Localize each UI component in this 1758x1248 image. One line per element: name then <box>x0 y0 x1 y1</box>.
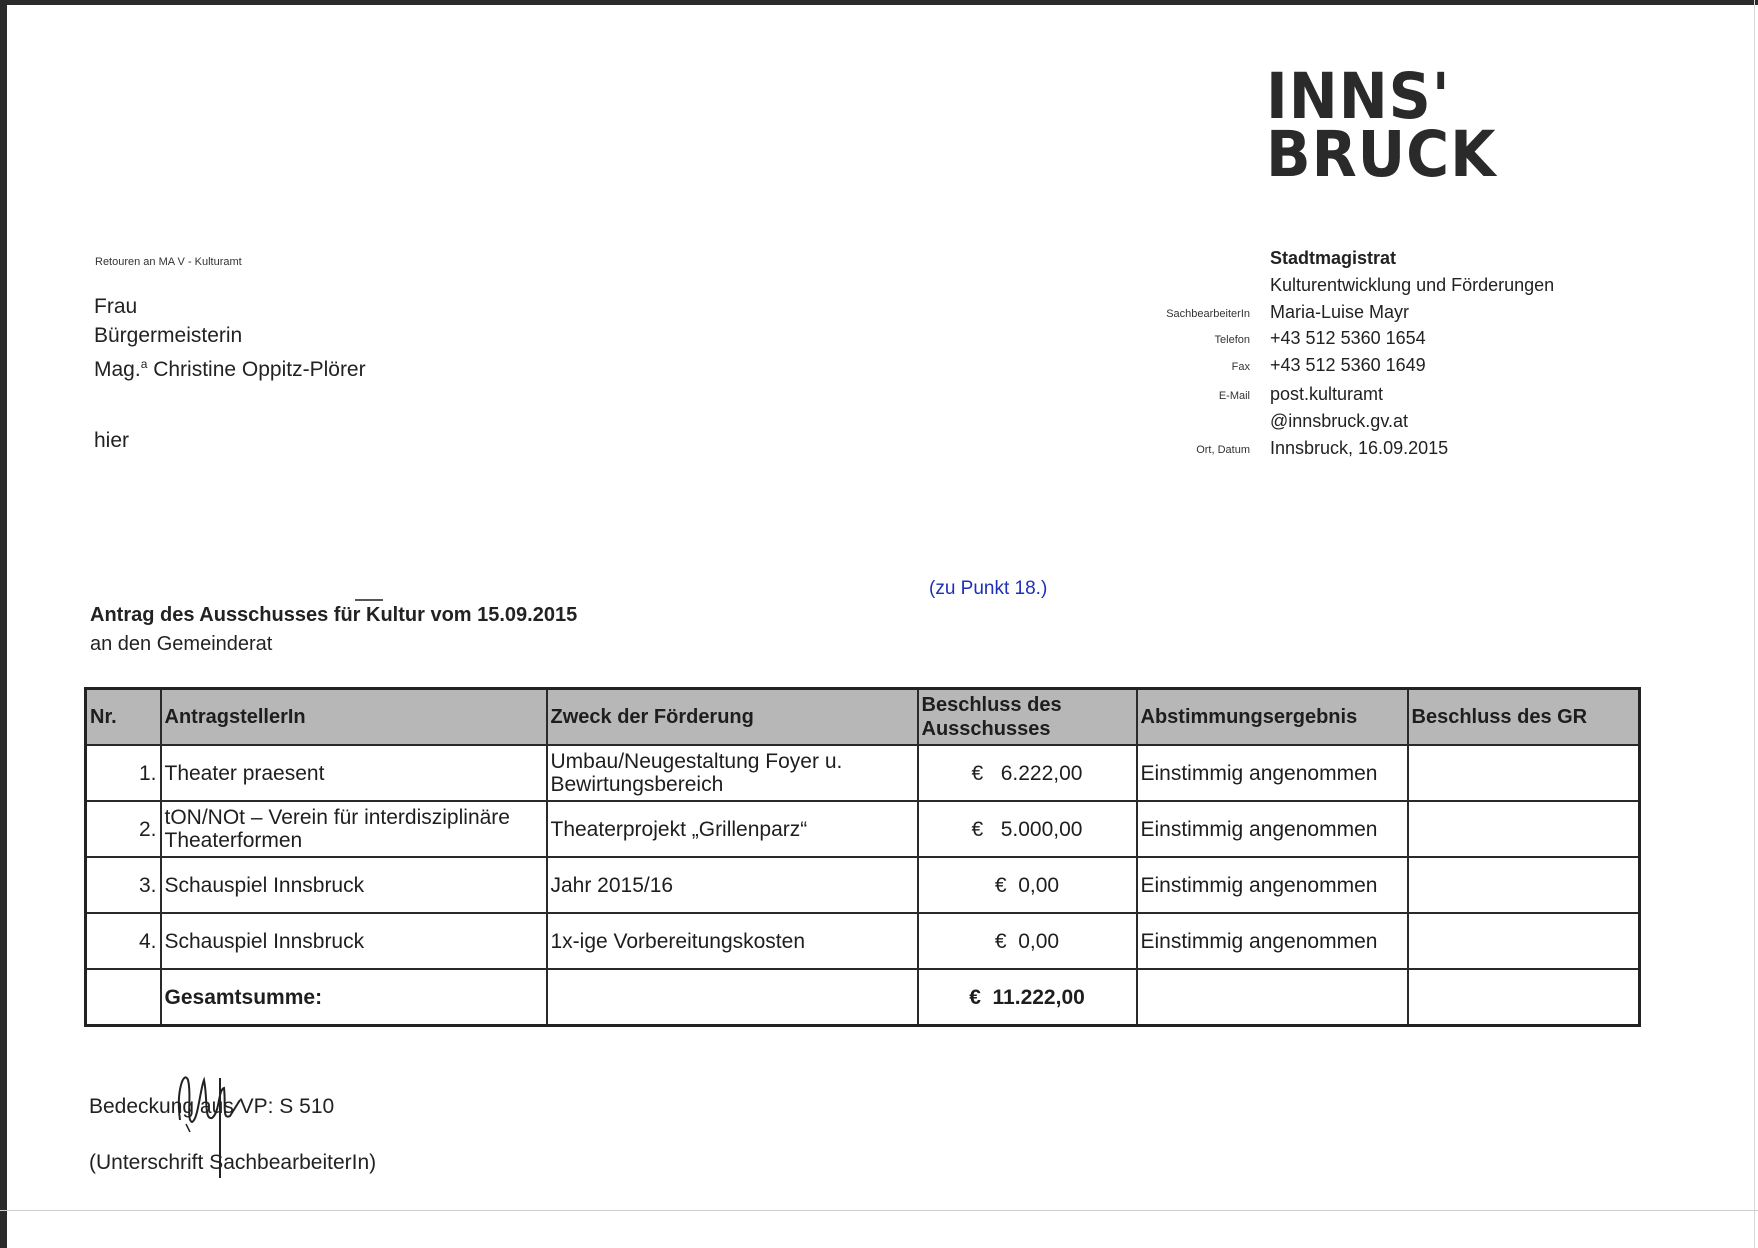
contact-value[interactable]: @innsbruck.gv.at <box>1270 411 1408 431</box>
contact-row-email-domain <box>1040 411 1470 437</box>
grants-table <box>84 687 1641 1027</box>
cell-result: Einstimmig angenommen <box>1137 745 1408 801</box>
contact-value: Maria-Luise Mayr <box>1270 302 1410 322</box>
recipient-name-line <box>94 350 366 384</box>
logo-line-1: INNS' <box>1266 60 1451 133</box>
table-row <box>86 913 1640 969</box>
cell-nr: 4. <box>86 913 161 969</box>
contact-value: +43 512 5360 1654 <box>1270 328 1426 348</box>
column-header-council-decision: Beschluss des GR <box>1408 689 1640 746</box>
column-header-nr: Nr. <box>86 689 161 746</box>
recipient-location: hier <box>94 429 130 452</box>
recipient-name: Christine Oppitz-Plörer <box>147 358 366 381</box>
cell-amount: € 0,00 <box>918 857 1137 913</box>
cell-result: Einstimmig angenommen <box>1137 857 1408 913</box>
contact-row-clerk <box>1040 302 1470 328</box>
column-header-applicant: AntragstellerIn <box>161 689 547 746</box>
cell-applicant: Schauspiel Innsbruck <box>161 857 547 913</box>
contact-label: Fax <box>1231 361 1250 373</box>
contact-row-email <box>1040 384 1470 410</box>
cell-council-empty <box>1408 969 1640 1026</box>
table-row <box>86 857 1640 913</box>
cell-amount: € 0,00 <box>918 913 1137 969</box>
cell-amount: € 6.222,00 <box>918 745 1137 801</box>
cell-applicant: Theater praesent <box>161 745 547 801</box>
cell-nr: 2. <box>86 801 161 857</box>
contact-label: Ort, Datum <box>1196 444 1250 456</box>
table-total-row <box>86 969 1640 1026</box>
cell-nr: 1. <box>86 745 161 801</box>
table-row <box>86 801 1640 857</box>
table-header-row <box>86 689 1640 746</box>
contact-label: Telefon <box>1214 334 1250 346</box>
budget-coverage: Bedeckung aus VP: S 510 <box>89 1095 335 1118</box>
signature-caption: (Unterschrift SachbearbeiterIn) <box>89 1151 377 1174</box>
cell-purpose-empty <box>547 969 918 1026</box>
agenda-reference: (zu Punkt 18.) <box>929 578 1048 599</box>
contact-row-place-date <box>1040 438 1470 464</box>
total-label: Gesamtsumme: <box>161 969 547 1026</box>
contact-value: Innsbruck, 16.09.2015 <box>1270 438 1449 458</box>
scan-bottom-edge <box>0 1210 1758 1211</box>
handwritten-signature <box>170 1050 290 1180</box>
cell-purpose: Theaterprojekt „Grillenparz“ <box>547 801 918 857</box>
cell-council-decision <box>1408 913 1640 969</box>
table-row <box>86 745 1640 801</box>
contact-value: +43 512 5360 1649 <box>1270 355 1426 375</box>
motion-subtitle: an den Gemeinderat <box>90 633 273 655</box>
return-address: Retouren an MA V - Kulturamt <box>95 256 242 268</box>
cell-council-decision <box>1408 801 1640 857</box>
cell-purpose: Umbau/Neugestaltung Foyer u. Bewirtungsbereich <box>547 745 918 801</box>
column-header-vote-result: Abstimmungsergebnis <box>1137 689 1408 746</box>
sender-organization: Stadtmagistrat <box>1270 248 1397 268</box>
sender-department: Kulturentwicklung und Förderungen <box>1270 275 1555 295</box>
cell-council-decision <box>1408 745 1640 801</box>
cell-purpose: 1x-ige Vorbereitungskosten <box>547 913 918 969</box>
contact-row-fax <box>1040 355 1470 381</box>
pen-mark <box>355 599 383 601</box>
contact-row-phone <box>1040 328 1470 354</box>
recipient-block <box>94 292 366 384</box>
motion-title: Antrag des Ausschusses für Kultur vom 15.09.2015 <box>90 604 578 626</box>
cell-council-decision <box>1408 857 1640 913</box>
cell-nr: 3. <box>86 857 161 913</box>
contact-label: E-Mail <box>1218 390 1250 402</box>
cell-result-empty <box>1137 969 1408 1026</box>
cell-applicant: Schauspiel Innsbruck <box>161 913 547 969</box>
cell-amount: € 5.000,00 <box>918 801 1137 857</box>
recipient-title-sup: a <box>140 357 148 371</box>
contact-value[interactable]: post.kulturamt <box>1270 384 1384 404</box>
innsbruck-logo <box>1266 60 1497 191</box>
cell-nr-empty <box>86 969 161 1026</box>
cell-applicant: tON/NOt – Verein für interdisziplinäre Theaterformen <box>161 801 547 857</box>
cell-result: Einstimmig angenommen <box>1137 913 1408 969</box>
recipient-role: Bürgermeisterin <box>94 324 243 347</box>
recipient-salutation: Frau <box>94 295 138 318</box>
scan-edge <box>1754 0 1755 1248</box>
logo-line-2: BRUCK <box>1266 118 1497 191</box>
cell-purpose: Jahr 2015/16 <box>547 857 918 913</box>
recipient-title: Mag. <box>94 358 141 381</box>
column-header-purpose: Zweck der Förderung <box>547 689 918 746</box>
contact-label: SachbearbeiterIn <box>1166 308 1250 320</box>
cell-result: Einstimmig angenommen <box>1137 801 1408 857</box>
column-header-committee-decision: Beschluss des Ausschusses <box>918 689 1137 746</box>
total-amount: € 11.222,00 <box>918 969 1137 1026</box>
